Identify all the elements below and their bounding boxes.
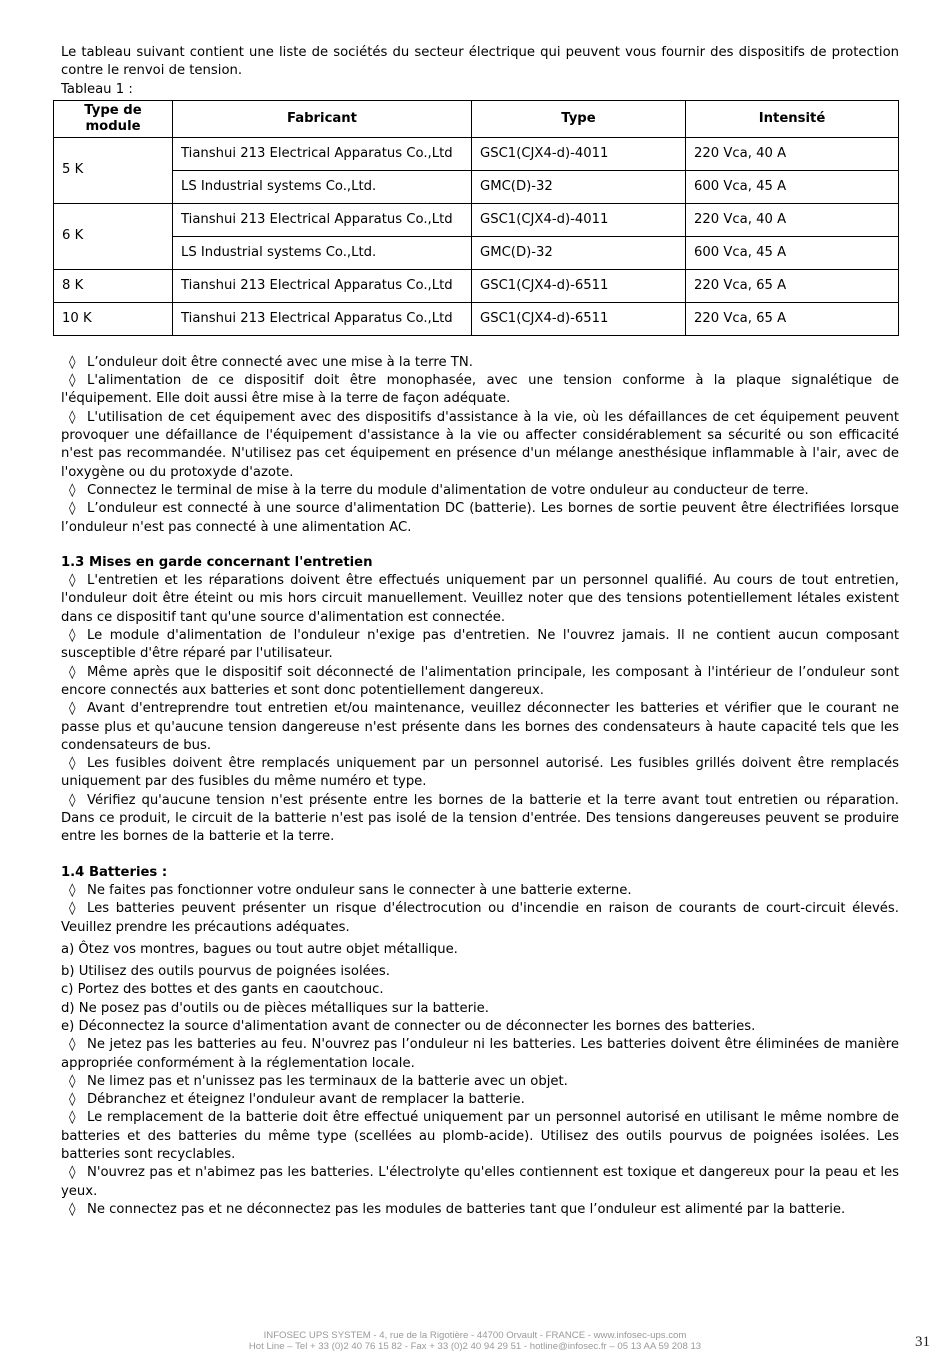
bullet-item: ◊ Ne connectez pas et ne déconnectez pas les modules de batteries tant que l’onduleur est alimenté par la batterie. [61,1201,899,1219]
diamond-bullet-icon: ◊ [69,1165,76,1181]
diamond-bullet-icon: ◊ [69,1201,76,1217]
page-footer [0,1330,950,1352]
current-cell: 600 Vca, 45 A [686,170,899,203]
bullet-item: ◊ Connectez le terminal de mise à la terre du module d'alimentation de votre onduleur au conducteur de terre. [61,482,899,500]
bullet-item: ◊ L'entretien et les réparations doivent être effectués uniquement par un personnel qualifié. Au cours de tout entretien, l'onduleur doit être éteint ou mis hors circuit manuellement. Veuillez noter que des tensions potentiellement létales existent dans ce dispositif tant qu'une source d'alimentation est connectée. [61,573,899,625]
bullet-item: ◊ Vérifiez qu'aucune tension n'est présente entre les bornes de la batterie et la terre avant tout entretien ou réparation. Dans ce produit, le circuit de la batterie n'est pas isolé de la tension d'entrée. Des tensions dangereuses peuvent se produire entre les bornes de la batterie et la terre. [61,792,899,845]
list-item: b) Utilisez des outils pourvus de poignées isolées. [61,964,390,980]
current-cell: 600 Vca, 45 A [686,236,899,269]
page-number: 31 [915,1334,930,1350]
section-heading-batteries: 1.4 Batteries : [61,864,168,880]
maintenance-bullets [61,572,899,846]
bullet-item: ◊ L'utilisation de cet équipement avec des dispositifs d'assistance à la vie, où les défaillances de cet équipement peuvent provoquer une défaillance de l'équipement d'assistance à la vie ou affecter considérablement sa sécurité ou son efficacité n'est pas recommandée. N'utilisez pas cet équipement en présence d'un mélange anesthésique inflammable à l'air, avec de l'oxygène ou du protoxyde d'azote. [61,409,899,480]
list-item: d) Ne posez pas d'outils ou de pièces métalliques sur la batterie. [61,1000,489,1016]
diamond-bullet-icon: ◊ [69,792,76,808]
diamond-bullet-icon: ◊ [69,1037,76,1053]
diamond-bullet-icon: ◊ [69,373,76,389]
table-caption: Tableau 1 : [61,81,133,97]
table-row [54,203,899,236]
module-cell: 6 K [54,203,173,269]
header-type: Type [472,100,686,137]
header-manufacturer: Fabricant [173,100,472,137]
module-cell: 8 K [54,269,173,302]
diamond-bullet-icon: ◊ [69,1110,76,1126]
safety-bullets [61,354,899,537]
bullet-item: ◊ Ne faites pas fonctionner votre onduleur sans le connecter à une batterie externe. [61,882,899,900]
type-cell: GSC1(CJX4-d)-6511 [472,269,686,302]
bullet-item: ◊ Débranchez et éteignez l'onduleur avant de remplacer la batterie. [61,1091,899,1109]
type-cell: GMC(D)-32 [472,236,686,269]
type-cell: GMC(D)-32 [472,170,686,203]
manufacturer-cell: Tianshui 213 Electrical Apparatus Co.,Ltd [173,269,472,302]
manufacturer-cell: LS Industrial systems Co.,Ltd. [173,236,472,269]
bullet-item: ◊ L'alimentation de ce dispositif doit être monophasée, avec une tension conforme à la plaque signalétique de l'équipement. Elle doit aussi être mise à la terre de façon adéquate. [61,373,899,407]
diamond-bullet-icon: ◊ [69,1092,76,1108]
diamond-bullet-icon: ◊ [69,664,76,680]
diamond-bullet-icon: ◊ [69,1073,76,1089]
module-cell: 10 K [54,302,173,335]
section-heading-maintenance: 1.3 Mises en garde concernant l'entretien [61,554,373,570]
manufacturer-cell: LS Industrial systems Co.,Ltd. [173,170,472,203]
list-item: a) Ôtez vos montres, bagues ou tout autre objet métallique. [61,941,458,957]
table-row [54,269,899,302]
bullet-item: ◊ L’onduleur est connecté à une source d'alimentation DC (batterie). Les bornes de sortie peuvent être électrifiées lorsque l’onduleur n'est pas connecté à une alimentation AC. [61,501,899,535]
type-cell: GSC1(CJX4-d)-4011 [472,203,686,236]
table-row [54,302,899,335]
header-current: Intensité [686,100,899,137]
current-cell: 220 Vca, 40 A [686,203,899,236]
diamond-bullet-icon: ◊ [69,573,76,589]
diamond-bullet-icon: ◊ [69,482,76,498]
footer-address: INFOSEC UPS SYSTEM - 4, rue de la Rigotière - 44700 Orvault - FRANCE - www.infosec-ups.com [263,1330,687,1341]
bullet-item: ◊ N'ouvrez pas et n'abimez pas les batteries. L'électrolyte qu'elles contiennent est toxique et dangereux pour la peau et les yeux. [61,1165,899,1199]
diamond-bullet-icon: ◊ [69,756,76,772]
bullet-item: ◊ Même après que le dispositif soit déconnecté de l'alimentation principale, les composant à l'intérieur de l’onduleur sont encore connectés aux batteries et sont donc potentiellement dangereux. [61,664,899,698]
bullet-item: ◊ Le remplacement de la batterie doit être effectué uniquement par un personnel autorisé en utilisant le même nombre de batteries et des batteries du même type (scellées au plomb-acide). Utilisez des outils pourvus de poignées isolées. Les batteries sont recyclables. [61,1110,899,1163]
type-cell: GSC1(CJX4-d)-6511 [472,302,686,335]
bullet-item: ◊ Les fusibles doivent être remplacés uniquement par un personnel autorisé. Les fusibles grillés doivent être remplacés uniquement par des fusibles du même numéro et type. [61,756,899,790]
battery-bullets [61,882,899,1219]
type-cell: GSC1(CJX4-d)-4011 [472,137,686,170]
table-row [54,236,899,269]
current-cell: 220 Vca, 65 A [686,302,899,335]
manufacturer-cell: Tianshui 213 Electrical Apparatus Co.,Ltd [173,302,472,335]
document-body [61,44,899,1219]
bullet-item: ◊ L’onduleur doit être connecté avec une mise à la terre TN. [61,354,899,372]
diamond-bullet-icon: ◊ [69,409,76,425]
footer-hotline: Hot Line – Tel + 33 (0)2 40 76 15 82 - Fax + 33 (0)2 40 94 29 51 - hotline@infosec.fr – 05 13 AA 59 208 13 [248,1341,702,1352]
diamond-bullet-icon: ◊ [69,628,76,644]
table-header-row [54,100,899,137]
diamond-bullet-icon: ◊ [69,882,76,898]
header-module-type: Type de module [54,100,173,137]
protection-devices-table [53,100,899,336]
manufacturer-cell: Tianshui 213 Electrical Apparatus Co.,Ltd [173,137,472,170]
list-item: c) Portez des bottes et des gants en caoutchouc. [61,982,384,998]
table-row [54,137,899,170]
list-item: e) Déconnectez la source d'alimentation avant de connecter ou de déconnecter les bornes des batteries. [61,1018,756,1034]
diamond-bullet-icon: ◊ [69,701,76,717]
bullet-item: ◊ Ne jetez pas les batteries au feu. N'ouvrez pas l’onduleur ni les batteries. Les batteries doivent être éliminées de manière appropriée conformément à la réglementation locale. [61,1037,899,1071]
diamond-bullet-icon: ◊ [69,354,76,370]
bullet-item: ◊ Ne limez pas et n'unissez pas les terminaux de la batterie avec un objet. [61,1073,899,1091]
table-row [54,170,899,203]
bullet-item: ◊ Avant d'entreprendre tout entretien et/ou maintenance, veuillez déconnecter les batteries et vérifier que le courant ne passe plus et qu'aucune tension dangereuse n'est présente dans les bornes des condensateurs à haute capacité tels que les condensateurs de bus. [61,701,899,753]
module-cell: 5 K [54,137,173,203]
intro-paragraph: Le tableau suivant contient une liste de sociétés du secteur électrique qui peuvent vous fournir des dispositifs de protection contre le renvoi de tension. [61,45,899,79]
bullet-item: ◊ Les batteries peuvent présenter un risque d'électrocution ou d'incendie en raison de courants de court-circuit élevés. Veuillez prendre les précautions adéquates. [61,901,899,935]
manufacturer-cell: Tianshui 213 Electrical Apparatus Co.,Ltd [173,203,472,236]
current-cell: 220 Vca, 65 A [686,269,899,302]
diamond-bullet-icon: ◊ [69,501,76,517]
diamond-bullet-icon: ◊ [69,901,76,917]
bullet-item: ◊ Le module d'alimentation de l'onduleur n'exige pas d'entretien. Ne l'ouvrez jamais. Il ne contient aucun composant susceptible d'être réparé par l'utilisateur. [61,628,899,662]
current-cell: 220 Vca, 40 A [686,137,899,170]
